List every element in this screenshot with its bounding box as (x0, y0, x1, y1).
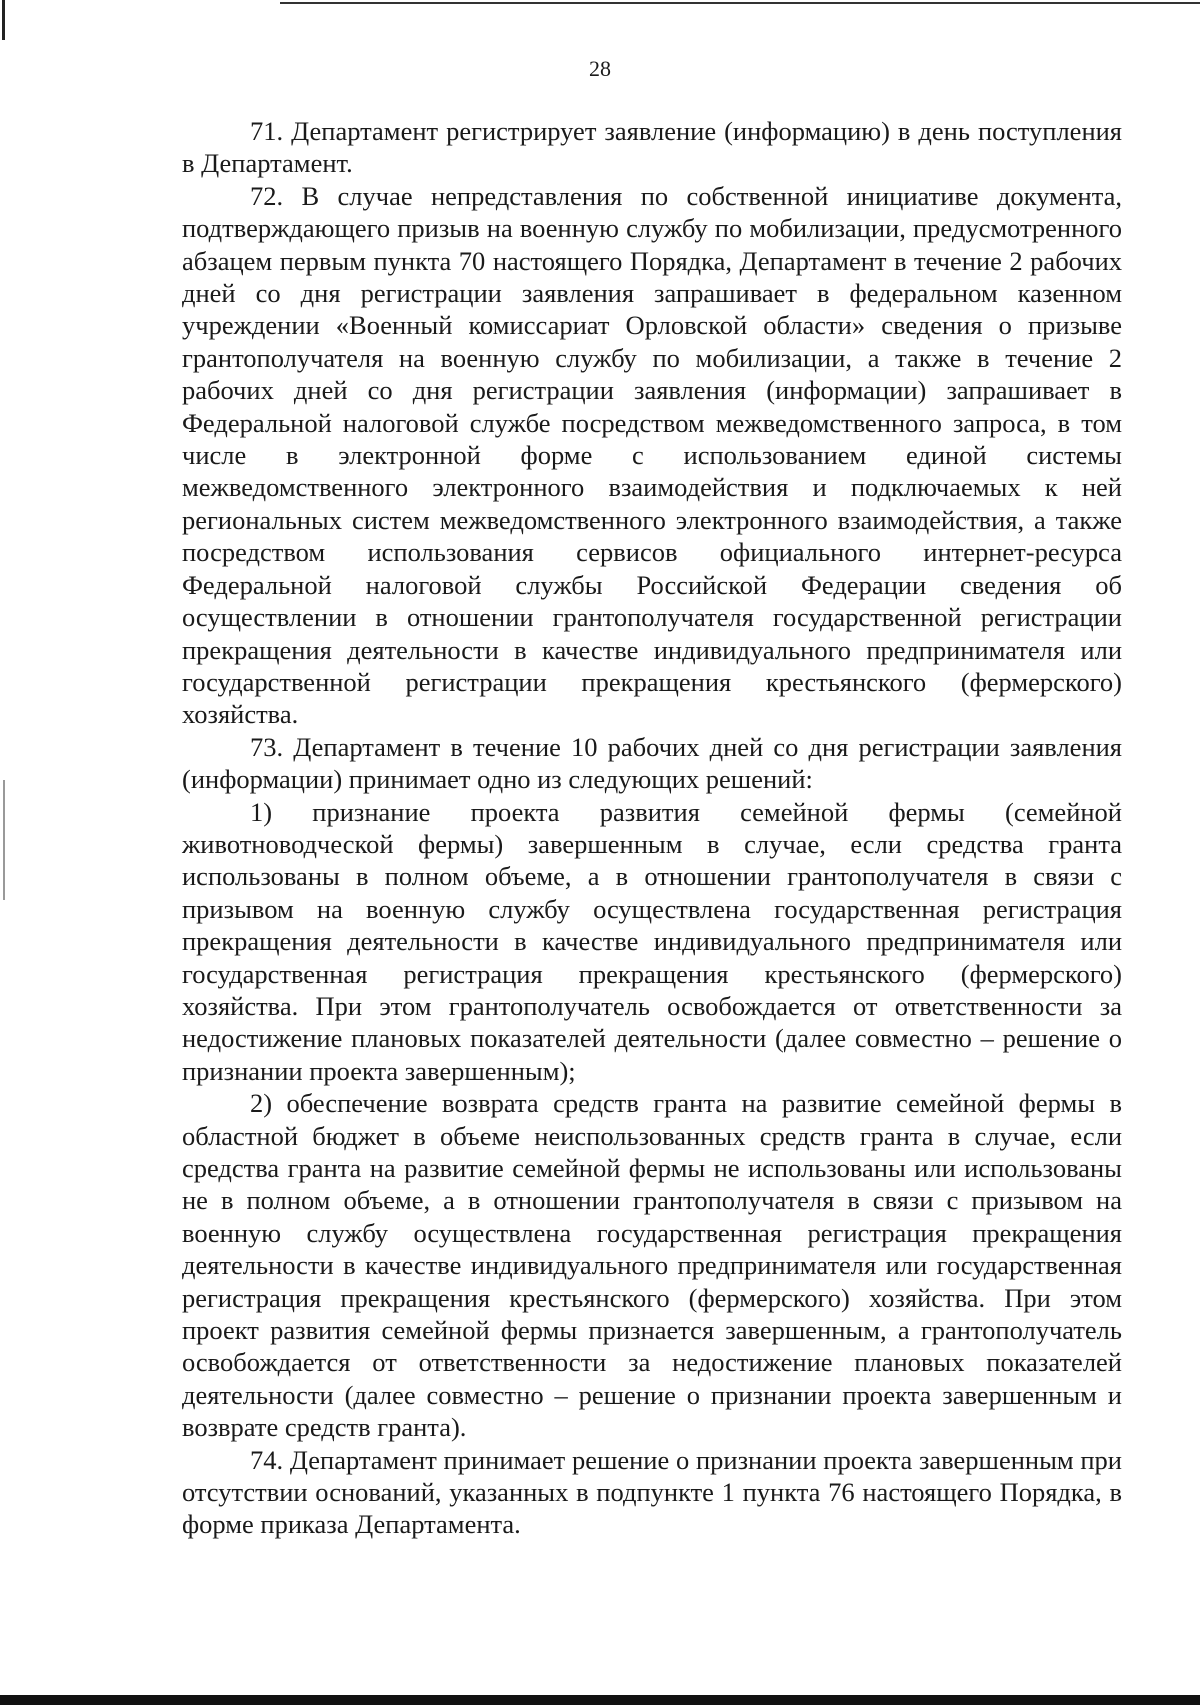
scan-edge-left-mark (3, 780, 5, 900)
scan-edge-top (280, 2, 1200, 4)
scan-edge-bottom (0, 1695, 1200, 1705)
paragraph-73: 73. Департамент в течение 10 рабочих дней со дня регистрации заявления (информации) принимает одно из следующих решений: (182, 731, 1122, 795)
scan-edge-left (2, 0, 5, 40)
paragraph-73-item-2: 2) обеспечение возврата средств гранта на развитие семейной фермы в областной бюджет в объеме неиспользованных средств гранта в случае, если средства гранта на развитие семейной фермы не использованы или использованы не в полном объеме, а в отношении грантополучателя в связи с призывом на военную службу осуществлена государственная регистрация прекращения деятельности в качестве индивидуального предпринимателя или государственная регистрация прекращения крестьянского (фермерского) хозяйства. При этом проект развития семейной фермы признается завершенным, а грантополучатель освобождается от ответственности за недостижение плановых показателей деятельности (далее совместно – решение о признании проекта завершенным и возврате средств гранта). (182, 1088, 1122, 1443)
paragraph-74: 74. Департамент принимает решение о признании проекта завершенным при отсутствии оснований, указанных в подпункте 1 пункта 76 настоящего Порядка, в форме приказа Департамента. (182, 1444, 1122, 1540)
paragraph-71: 71. Департамент регистрирует заявление (информацию) в день поступления в Департамент. (182, 116, 1122, 179)
paragraph-73-item-1: 1) признание проекта развития семейной фермы (семейной животноводческой фермы) завершенным в случае, если средства гранта использованы в полном объеме, а в отношении грантополучателя в связи с призывом на военную службу осуществлена государственная регистрация прекращения деятельности в качестве индивидуального предпринимателя или государственная регистрация прекращения крестьянского (фермерского) хозяйства. При этом грантополучатель освобождается от ответственности за недостижение плановых показателей деятельности (далее совместно – решение о признании проекта завершенным); (182, 796, 1122, 1086)
paragraph-72: 72. В случае непредставления по собственной инициативе документа, подтверждающего призыв на военную службу по мобилизации, предусмотренного абзацем первым пункта 70 настоящего Порядка, Департамент в течение 2 рабочих дней со дня регистрации заявления запрашивает в федеральном казенном учреждении «Военный комиссариат Орловской области» сведения о призыве грантополучателя на военную службу по мобилизации, а также в течение 2 рабочих дней со дня регистрации заявления (информации) запрашивает в Федеральной налоговой службе посредством межведомственного запроса, в том числе в электронной форме с использованием единой системы межведомственного электронного взаимодействия и подключаемых к ней региональных систем межведомственного электронного взаимодействия, а также посредством использования сервисов официального интернет-ресурса Федеральной налоговой службы Российской Федерации сведения об осуществлении в отношении грантополучателя государственной регистрации прекращения деятельности в качестве индивидуального предпринимателя или государственной регистрации прекращения крестьянского (фермерского) хозяйства. (182, 180, 1122, 730)
page-number: 28 (589, 56, 611, 81)
document-body (182, 115, 1122, 1541)
